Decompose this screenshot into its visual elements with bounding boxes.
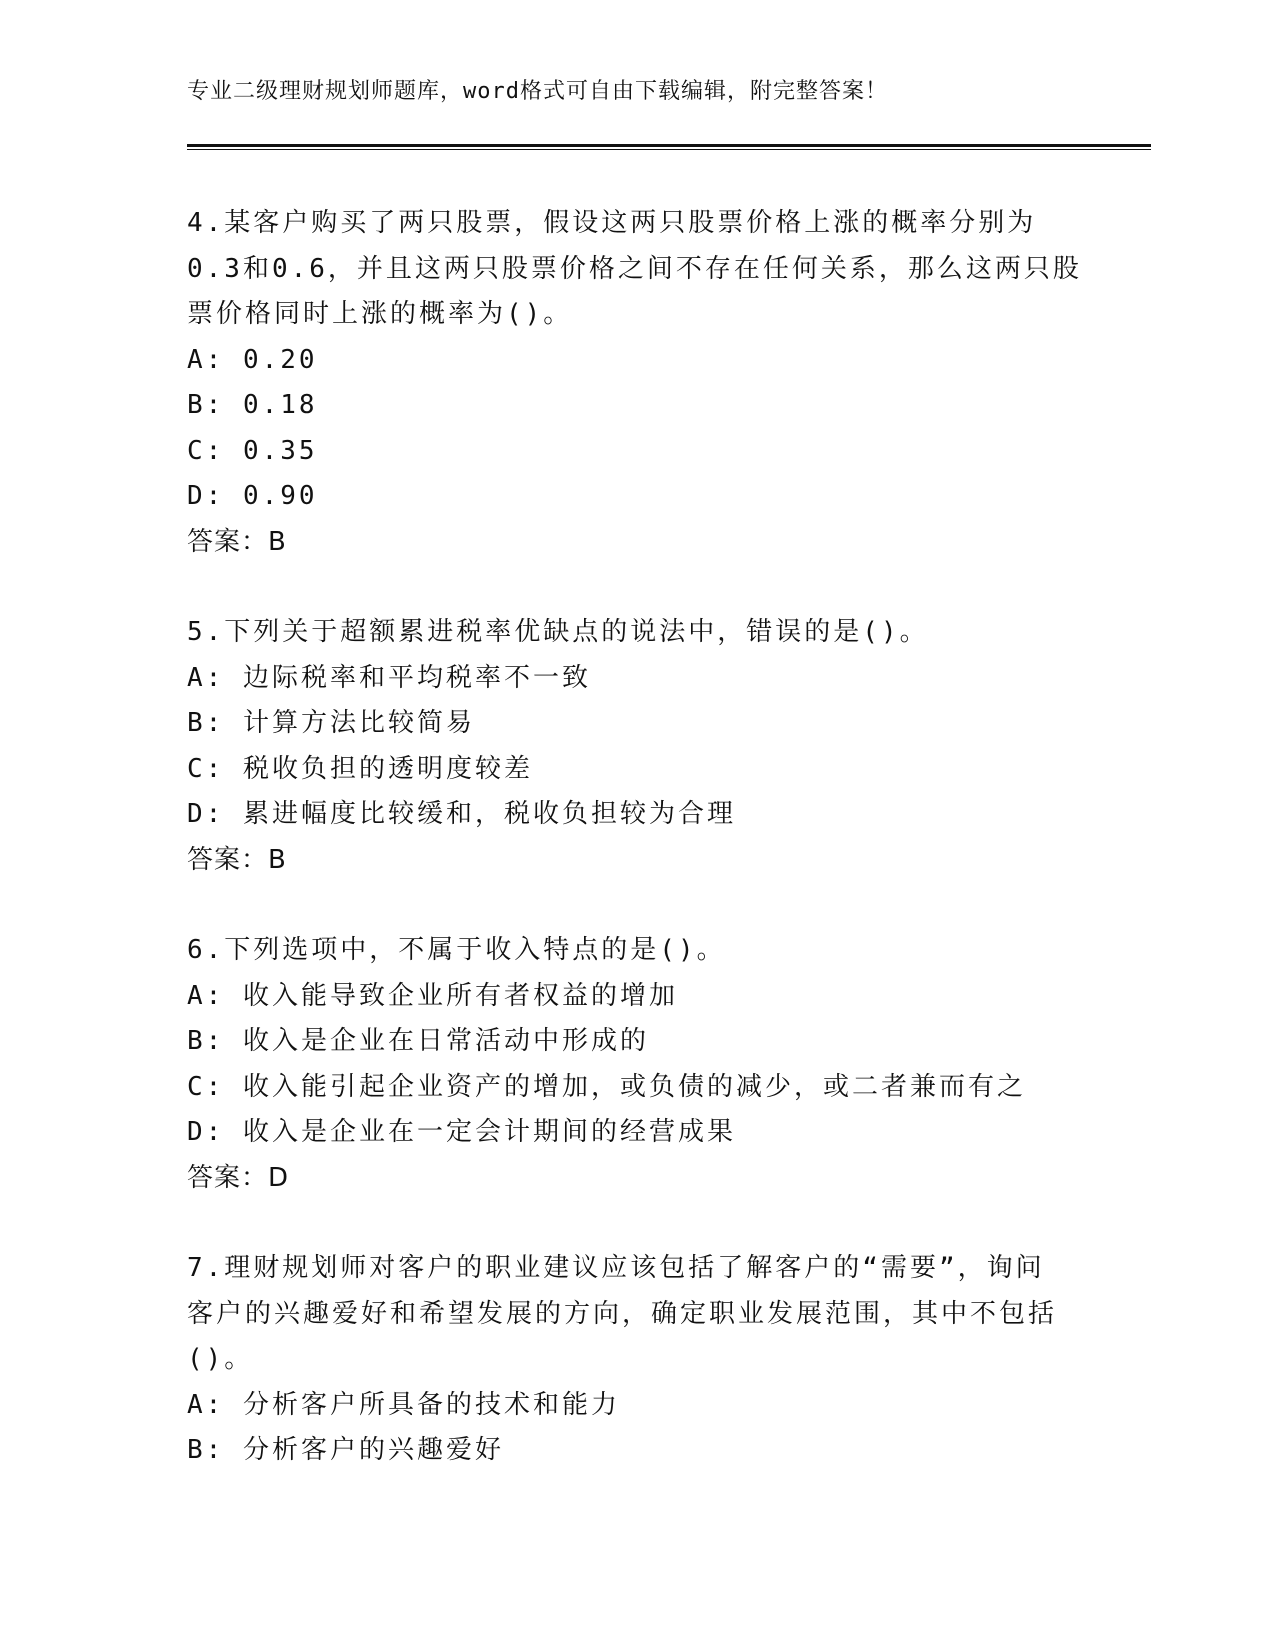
question-stem-line: 5.下列关于超额累进税率优缺点的说法中，错误的是()。 [187, 617, 929, 647]
option-c: C: 收入能引起企业资产的增加，或负债的减少，或二者兼而有之 [187, 1071, 1026, 1102]
question-stem-line: 0.3和0.6，并且这两只股票价格之间不存在任何关系，那么这两只股 [187, 253, 1082, 284]
answer: 答案：D [187, 1162, 290, 1193]
option-b: B: 0.18 [187, 390, 318, 420]
option-d: D: 0.90 [187, 481, 318, 511]
header-divider [187, 144, 1151, 150]
question-5 [187, 610, 1087, 883]
question-stem-line: 4.某客户购买了两只股票，假设这两只股票价格上涨的概率分别为 [187, 208, 1037, 238]
page-header: 专业二级理财规划师题库，word格式可自由下载编辑，附完整答案！ [187, 79, 888, 104]
option-a: A: 分析客户所具备的技术和能力 [187, 1389, 620, 1420]
question-stem-line: ()。 [187, 1344, 254, 1374]
question-stem-line: 7.理财规划师对客户的职业建议应该包括了解客户的“需要”，询问 [187, 1253, 1045, 1283]
option-a: A: 边际税率和平均税率不一致 [187, 662, 591, 693]
option-a: A: 收入能导致企业所有者权益的增加 [187, 980, 678, 1011]
question-list [187, 201, 1087, 1474]
question-stem-line: 客户的兴趣爱好和希望发展的方向，确定职业发展范围，其中不包括 [187, 1298, 1058, 1329]
question-4 [187, 201, 1087, 565]
option-a: A: 0.20 [187, 344, 318, 375]
question-stem-line: 6.下列选项中，不属于收入特点的是()。 [187, 935, 726, 965]
option-d: D: 收入是企业在一定会计期间的经营成果 [187, 1117, 736, 1147]
option-b: B: 分析客户的兴趣爱好 [187, 1435, 504, 1465]
option-b: B: 收入是企业在日常活动中形成的 [187, 1026, 649, 1056]
question-7 [187, 1246, 1087, 1474]
answer: 答案：B [187, 526, 287, 557]
option-c: C: 0.35 [187, 435, 318, 466]
answer: 答案：B [187, 844, 287, 875]
option-d: D: 累进幅度比较缓和，税收负担较为合理 [187, 799, 736, 829]
option-b: B: 计算方法比较简易 [187, 708, 475, 738]
option-c: C: 税收负担的透明度较差 [187, 753, 533, 784]
question-stem-line: 票价格同时上涨的概率为()。 [187, 299, 573, 329]
question-6 [187, 928, 1087, 1201]
